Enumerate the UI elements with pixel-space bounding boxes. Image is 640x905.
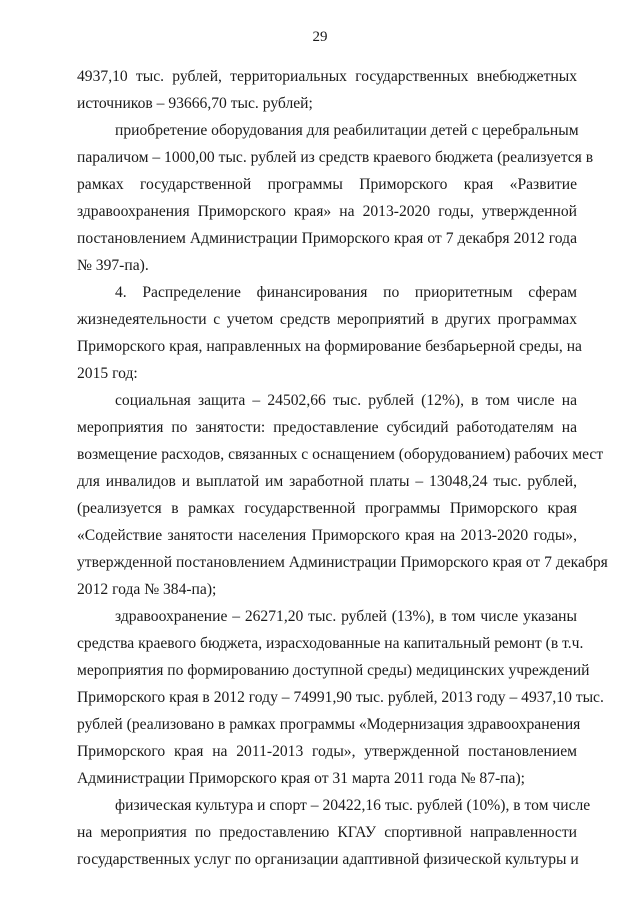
page-number: 29 <box>312 29 328 45</box>
text-line: физическая культура и спорт – 20422,16 тыс. рублей (10%), в том числе <box>115 797 591 814</box>
text-line: социальная защита – 24502,66 тыс. рублей (12%), в том числе на <box>115 392 577 409</box>
text-line: рамках государственной программы Приморского края «Развитие <box>77 176 577 193</box>
text-line: средства краевого бюджета, израсходованные на капитальный ремонт (в т.ч. <box>77 635 584 652</box>
text-line: источников – 93666,70 тыс. рублей; <box>77 95 313 112</box>
text-line: мероприятия по формированию доступной среды) медицинских учреждений <box>77 662 590 679</box>
text-line: (реализуется в рамках государственной программы Приморского края <box>77 500 577 517</box>
text-line: рублей (реализовано в рамках программы «Модернизация здравоохранения <box>77 716 581 733</box>
text-line: жизнедеятельности с учетом средств мероприятий в других программах <box>77 311 577 328</box>
text-line: «Содействие занятости населения Приморского края на 2013-2020 годы», <box>77 527 577 544</box>
text-line: 2012 года № 384-па); <box>77 581 217 598</box>
text-line: Приморского края в 2012 году – 74991,90 тыс. рублей, 2013 году – 4937,10 тыс. <box>77 689 604 706</box>
text-line: утвержденной постановлением Администрации Приморского края от 7 декабря <box>77 554 608 571</box>
body-text <box>77 63 608 873</box>
text-line: № 397-па). <box>77 257 149 274</box>
text-line: 4937,10 тыс. рублей, территориальных государственных внебюджетных <box>77 68 577 85</box>
text-line: постановлением Администрации Приморского края от 7 декабря 2012 года <box>77 230 577 247</box>
text-line: здравоохранения Приморского края» на 2013-2020 годы, утвержденной <box>77 203 577 220</box>
text-line: мероприятия по занятости: предоставление субсидий работодателям на <box>77 419 577 436</box>
text-line: государственных услуг по организации адаптивной физической культуры и <box>77 851 579 868</box>
text-line: Администрации Приморского края от 31 марта 2011 года № 87-па); <box>77 770 525 787</box>
text-line: Приморского края, направленных на формирование безбарьерной среды, на <box>77 338 582 355</box>
text-line: Приморского края на 2011-2013 годы», утвержденной постановлением <box>77 743 577 760</box>
text-line: 2015 год: <box>77 365 138 382</box>
text-line: здравоохранение – 26271,20 тыс. рублей (13%), в том числе указаны <box>115 608 577 625</box>
text-line: возмещение расходов, связанных с оснащением (оборудованием) рабочих мест <box>77 446 604 463</box>
text-line: для инвалидов и выплатой им заработной платы – 13048,24 тыс. рублей, <box>77 473 577 490</box>
text-line: на мероприятия по предоставлению КГАУ спортивной направленности <box>77 824 577 841</box>
text-line: 4. Распределение финансирования по приоритетным сферам <box>115 284 577 301</box>
text-line: приобретение оборудования для реабилитации детей с церебральным <box>115 122 579 139</box>
text-line: параличом – 1000,00 тыс. рублей из средств краевого бюджета (реализуется в <box>77 149 594 166</box>
